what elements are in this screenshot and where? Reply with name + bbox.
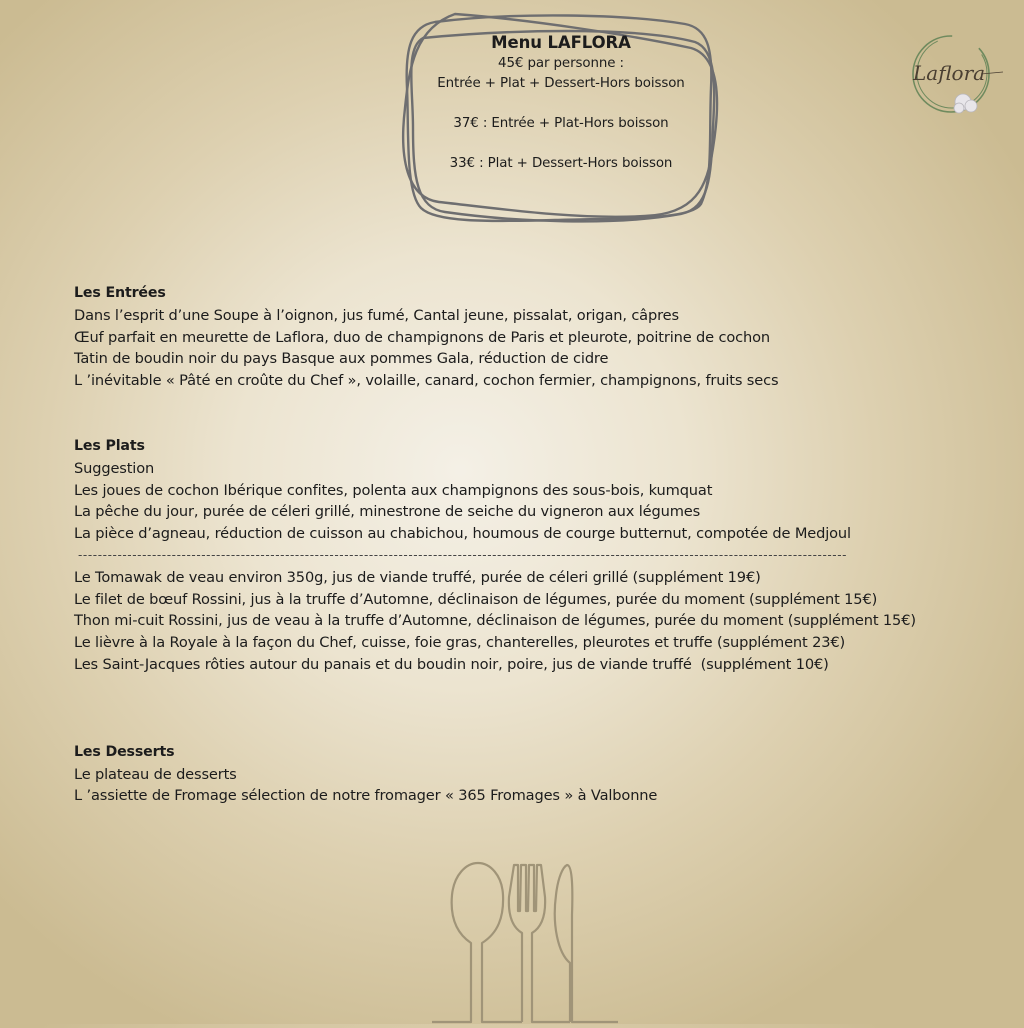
section-entrees	[74, 283, 970, 392]
menu-item-supplement: Le filet de bœuf Rossini, jus à la truffe d’Automne, déclinaison de légumes, purée du moment (supplément 15€)	[74, 590, 878, 608]
menu-title: Menu LAFLORA	[491, 33, 631, 52]
section-desserts	[74, 742, 970, 807]
section-subtitle-suggestion: Suggestion	[74, 459, 155, 477]
price-box	[395, 8, 713, 223]
cutlery-decoration	[420, 855, 640, 1028]
menu-item: Dans l’esprit d’une Soupe à l’oignon, jus fumé, Cantal jeune, pissalat, origan, câpres	[74, 306, 679, 324]
menu-content	[74, 283, 970, 807]
menu-item: La pièce d’agneau, réduction de cuisson au chabichou, houmous de courge butternut, compotée de Medjoul	[74, 525, 851, 543]
menu-item: Le plateau de desserts	[74, 765, 237, 783]
section-title-plats: Les Plats	[74, 437, 145, 454]
menu-item: L ’inévitable « Pâté en croûte du Chef », volaille, canard, cochon fermier, champignons, fruits secs	[74, 372, 779, 390]
price-line-full: 45€ par personne :	[498, 56, 624, 71]
price-line-full-detail: Entrée + Plat + Dessert-Hors boisson	[437, 76, 685, 91]
menu-item-supplement: Thon mi-cuit Rossini, jus de veau à la truffe d’Automne, déclinaison de légumes, purée du moment (supplément 15€)	[74, 612, 916, 630]
menu-item: Les joues de cochon Ibérique confites, polenta aux champignons des sous-bois, kumquat	[74, 481, 713, 499]
price-line-entree-plat: 37€ : Entrée + Plat-Hors boisson	[453, 116, 669, 131]
section-plats	[74, 436, 970, 676]
laflora-logo	[905, 28, 1005, 128]
cutlery-icon	[420, 855, 640, 1024]
laflora-logo-icon	[905, 28, 1005, 128]
price-text	[395, 32, 727, 174]
price-line-plat-dessert: 33€ : Plat + Dessert-Hors boisson	[449, 156, 673, 171]
section-title-desserts: Les Desserts	[74, 743, 175, 760]
menu-item: L ’assiette de Fromage sélection de notre fromager « 365 Fromages » à Valbonne	[74, 787, 658, 805]
section-title-entrees: Les Entrées	[74, 285, 166, 301]
menu-item-supplement: Les Saint-Jacques rôties autour du panais et du boudin noir, poire, jus de viande truffé (supplément 10€)	[74, 655, 829, 673]
menu-item-supplement: Le lièvre à la Royale à la façon du Chef, cuisse, foie gras, chanterelles, pleurotes et truffe (supplément 23€)	[74, 634, 846, 652]
menu-item: Tatin de boudin noir du pays Basque aux pommes Gala, réduction de cidre	[74, 350, 609, 368]
menu-item: La pêche du jour, purée de céleri grillé, minestrone de seiche du vigneron aux légumes	[74, 503, 701, 521]
dashed-separator: ------------------------------------------------------------------------------------------------------------------------------------------------------------	[78, 547, 848, 562]
menu-item-supplement: Le Tomawak de veau environ 350g, jus de viande truffé, purée de céleri grillé (supplément 19€)	[74, 568, 761, 586]
menu-item: Œuf parfait en meurette de Laflora, duo de champignons de Paris et pleurote, poitrine de cochon	[74, 328, 770, 346]
svg-text:Laflora: Laflora	[913, 61, 986, 85]
